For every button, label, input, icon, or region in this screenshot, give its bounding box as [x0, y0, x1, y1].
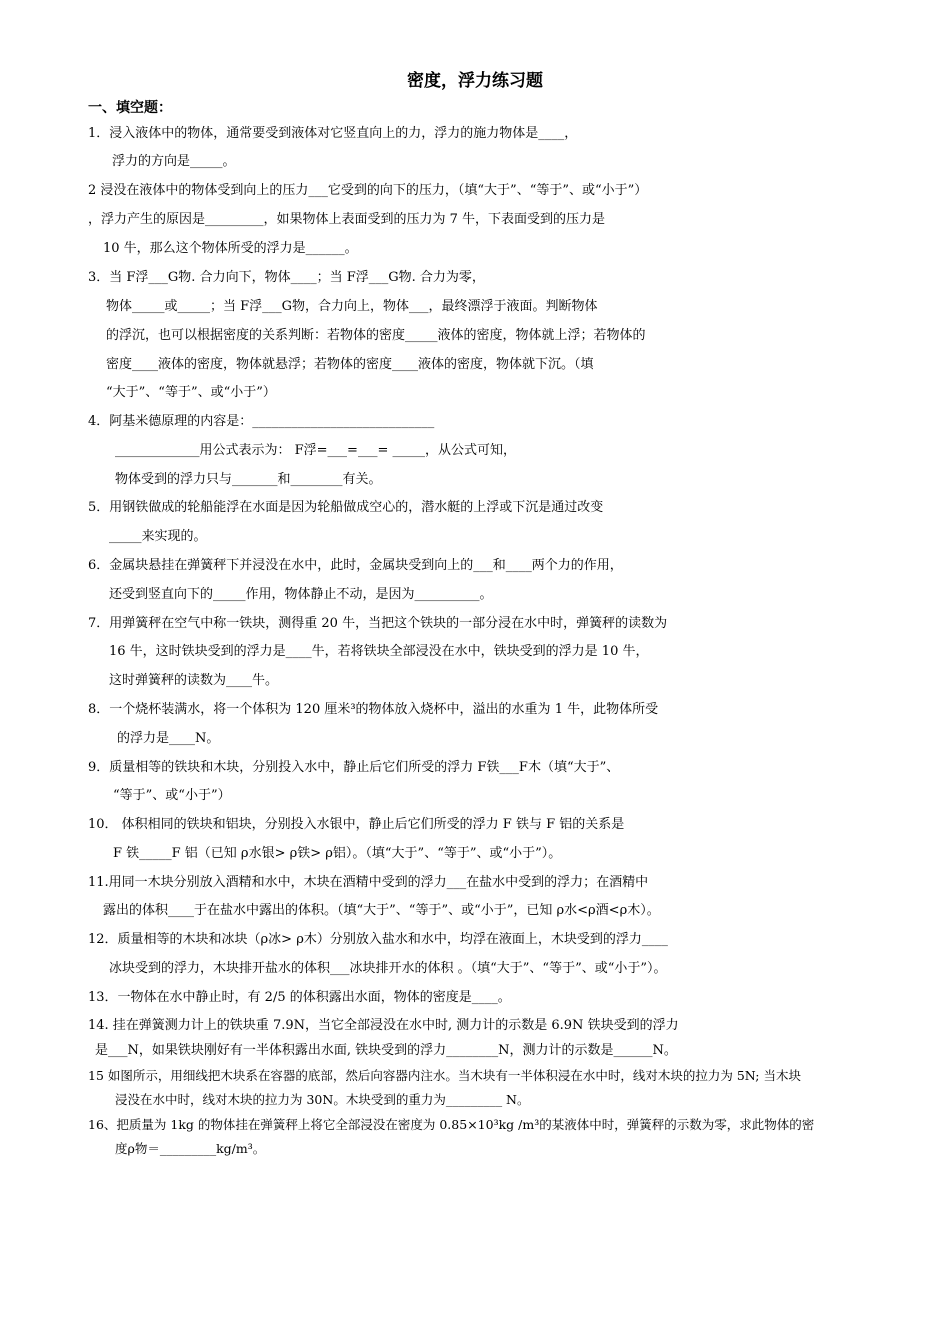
- question-line: 的浮力是____N。: [117, 731, 220, 746]
- question-line: 冰块受到的浮力，木块排开盐水的体积___冰块排开水的体积 。（填“大于”、“等于”、或“小于”）。: [109, 961, 667, 976]
- question-line: F 铁_____F 铝（已知 ρ水银> ρ铁> ρ铝）。（填“大于”、“等于”、或“小于”）。: [113, 846, 562, 861]
- question-line: 浮力的方向是_____。: [112, 154, 236, 169]
- question-line: 12．质量相等的木块和冰块（ρ冰> ρ木）分别放入盐水和水中，均浮在液面上，木块受到的浮力____: [88, 932, 668, 947]
- question-line: 15 如图所示，用细线把木块系在容器的底部，然后向容器内注水。当木块有一半体积浸在水中时，线对木块的拉力为 5N; 当木块: [88, 1068, 801, 1083]
- question-line: 5．用钢铁做成的轮船能浮在水面是因为轮船做成空心的，潜水艇的上浮或下沉是通过改变: [88, 500, 604, 515]
- question-line: 1．浸入液体中的物体，通常要受到液体对它竖直向上的力，浮力的施力物体是____，: [88, 126, 578, 141]
- question-line: 14. 挂在弹簧测力计上的铁块重 7.9N，当它全部浸没在水中时, 测力计的示数是 6.9N 铁块受到的浮力: [88, 1018, 679, 1033]
- question-line: 密度____液体的密度，物体就悬浮；若物体的密度____液体的密度，物体就下沉。（填: [106, 357, 594, 372]
- question-line: “大于”、“等于”、或“小于”）: [106, 385, 276, 400]
- question-line: 4．阿基米德原理的内容是：____________________________: [88, 414, 435, 429]
- question-line: 13．一物体在水中静止时，有 2/5 的体积露出水面，物体的密度是____。: [88, 990, 511, 1005]
- page-title: 密度，浮力练习题: [407, 71, 543, 91]
- question-line: “等于”、或“小于”）: [113, 788, 231, 803]
- question-line: _____________用公式表示为： F浮=___=___= _____，从公式可知，: [115, 443, 516, 458]
- section-heading: 一、填空题：: [88, 100, 172, 116]
- question-line: 7．用弹簧秤在空气中称一铁块，测得重 20 牛，当把这个铁块的一部分浸在水中时，弹簧秤的读数为: [88, 616, 668, 631]
- question-line: 10 牛，那么这个物体所受的浮力是______。: [103, 241, 358, 256]
- question-line: ，浮力产生的原因是_________，如果物体上表面受到的压力为 7 牛，下表面受到的压力是: [88, 212, 606, 227]
- question-line: 浸没在水中时，线对木块的拉力为 30N。木块受到的重力为_________ N。: [115, 1092, 530, 1107]
- question-line: 11.用同一木块分别放入酒精和水中，木块在酒精中受到的浮力___在盐水中受到的浮力；在酒精中: [88, 875, 649, 890]
- question-line: 这时弹簧秤的读数为____牛。: [109, 673, 279, 688]
- question-line: 2 浸没在液体中的物体受到向上的压力___它受到的向下的压力，（填“大于”、“等于”、或“小于”）: [88, 183, 648, 198]
- question-line: 度ρ物＝_________kg/m³。: [115, 1141, 266, 1156]
- question-line: 物体_____或_____；当 F浮___G物，合力向上，物体___，最终漂浮于液面。判断物体: [106, 299, 598, 314]
- question-line: 3．当 F浮___G物. 合力向下，物体____；当 F浮___G物. 合力为零，: [88, 270, 485, 285]
- question-line: 16、把质量为 1kg 的物体挂在弹簧秤上将它全部浸没在密度为 0.85×10³kg /m³的某液体中时，弹簧秤的示数为零，求此物体的密: [88, 1117, 815, 1132]
- question-line: 物体受到的浮力只与_______和________有关。: [115, 472, 382, 487]
- question-line: _____来实现的。: [109, 529, 207, 544]
- question-line: 的浮沉，也可以根据密度的关系判断：若物体的密度_____液体的密度，物体就上浮；若物体的: [106, 328, 646, 343]
- question-line: 还受到竖直向下的_____作用，物体静止不动，是因为__________。: [109, 587, 493, 602]
- question-line: 露出的体积____于在盐水中露出的体积。（填“大于”、“等于”、或“小于”，已知 ρ水<ρ酒<ρ木）。: [103, 903, 660, 918]
- question-line: 8．一个烧杯装满水，将一个体积为 120 厘米³的物体放入烧杯中，溢出的水重为 1 牛，此物体所受: [88, 702, 659, 717]
- question-line: 10． 体积相同的铁块和铝块，分别投入水银中，静止后它们所受的浮力 F 铁与 F 铝的关系是: [88, 817, 625, 832]
- question-line: 9．质量相等的铁块和木块，分别投入水中，静止后它们所受的浮力 F铁___F木（填“大于”、: [88, 760, 620, 775]
- question-line: 是___N，如果铁块刚好有一半体积露出水面, 铁块受到的浮力________N，测力计的示数是______N。: [95, 1043, 677, 1058]
- question-line: 16 牛，这时铁块受到的浮力是____牛，若将铁块全部浸没在水中，铁块受到的浮力是 10 牛，: [109, 644, 649, 659]
- question-line: 6．金属块悬挂在弹簧秤下并浸没在水中，此时，金属块受到向上的___和____两个力的作用，: [88, 558, 623, 573]
